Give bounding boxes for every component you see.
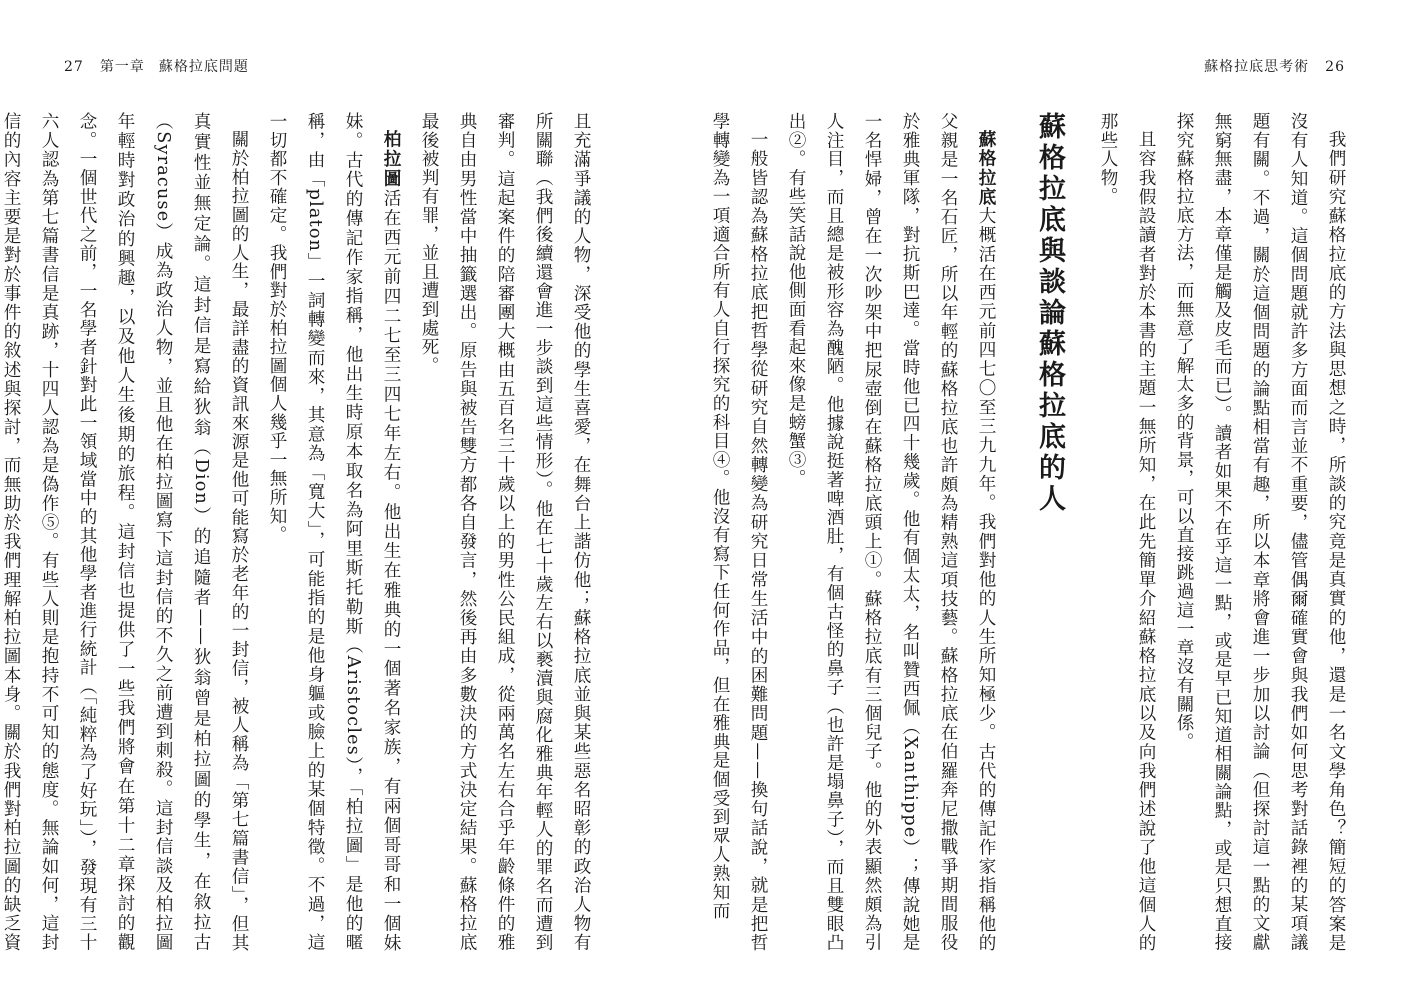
page-header-left	[64, 55, 249, 79]
lead-term: 蘇格拉底	[976, 129, 997, 207]
paragraph: 柏拉圖活在西元前四二七至三四七年左右。他出生在雅典的一個著名家族，有兩個哥哥和一個妹妹。古代的傳記作家指稱，他出生時原本取名為阿里斯托勒斯（Aristocles），「柏拉圖」是他的暱稱，由「platon」一詞轉變而來，其意為「寬大」，可能指的是他身軀或臉上的某個特徵。不過，這一切都不確定。我們對於柏拉圖個人幾乎一無所知。	[267, 112, 402, 953]
paragraph: 蘇格拉底大概活在西元前四七〇至三九九年。我們對他的人生所知極少。古代的傳記作家指稱他的父親是一名石匠，所以年輕的蘇格拉底也許頗為精熟這項技藝。蘇格拉底在伯羅奔尼撒戰爭期間服役於雅典軍隊，對抗斯巴達。當時他已四十幾歲。他有個太太，名叫贊西佩（Xanthippe）；傳說她是一名悍婦，曾在一次吵架中把尿壺倒在蘇格拉底頭上①。蘇格拉底有三個兒子。他的外表顯然頗為引人注目，而且總是被形容為醜陋。他據說挺著啤酒肚，有個古怪的鼻子（也許是塌鼻子），而且雙眼凸出②。有些笑話說他側面看起來像是螃蟹③。	[786, 112, 997, 953]
paragraph: 一般皆認為蘇格拉底把哲學從研究自然轉變為研究日常生活中的困難問題——換句話說，就是把哲學轉變為一項適合所有人自行探究的科目④。他沒有寫下任何作品，但在雅典是個受到眾人熟知而	[710, 112, 768, 952]
chapter-title: 蘇格拉底問題	[158, 59, 249, 75]
page-header-right	[1204, 55, 1345, 79]
lead-term: 柏拉圖	[381, 129, 402, 189]
paragraph: 關於柏拉圖的人生，最詳盡的資訊來源是他可能寫於老年的一封信，被人稱為「第七篇書信」，但其真實性並無定論。這封信是寫給狄翁（Dion）的追隨者——狄翁曾是柏拉圖的學生，在敘拉古（Syracuse）成為政治人物，並且他在柏拉圖寫下這封信的不久之前遭到刺殺。這封信談及柏拉圖年輕時對政治的興趣，以及他人生後期的旅程。這封信也提供了一些我們將會在第十二章探討的觀念。一個世代之前，一名學者針對此一領域當中的其他學者進行統計（「純粹為了好玩」），發現有三十六人認為第七篇書信是真跡，十四人認為是偽作⑤。有些人則是抱持不可知的態度。無論如何，這封信的內容主要是對於事件的敘述與探討，而無助於我們理解柏拉圖本身。關於我們對柏拉圖的缺乏資	[1, 112, 249, 952]
paragraph: 我們研究蘇格拉底的方法與思想之時，所談的究竟是真實的他，還是一名文學角色？簡短的答案是沒有人知道。這個問題就許多方面而言並不重要，儘管偶爾確實會與我們如何思考對話錄裡的某項議題有關。不過，關於這個問題的論點相當有趣，所以本章將會進一步加以討論（但探討這一點的文獻無窮無盡，本章僅是觸及皮毛而已）。讀者如果不在乎這一點，或是早已知道相關論點，或是只想直接探究蘇格拉底方法，而無意了解太多的背景，可以直接跳過這一章沒有關係。	[1174, 112, 1346, 952]
book-title: 蘇格拉底思考術	[1204, 59, 1310, 75]
paragraph: 且容我假設讀者對於本書的主題一無所知，在此先簡單介紹蘇格拉底以及向我們述說了他這個人的那些人物。	[1098, 112, 1156, 952]
right-page-body	[710, 112, 1355, 953]
section-heading: 蘇格拉底與談論蘇格拉底的人	[1034, 112, 1065, 515]
paragraph: 且充滿爭議的人物，深受他的學生喜愛，在舞台上諧仿他；蘇格拉底並與某些惡名昭彰的政治人物有所關聯（我們後續還會進一步談到這些情形）。他在七十歲左右以褻瀆與腐化雅典年輕人的罪名而遭到審判。這起案件的陪審團大概由五百名三十歲以上的男性公民組成，從兩萬名左右合乎年齡條件的雅典自由男性當中抽籤選出。原告與被告雙方都各自發言，然後再由多數決的方式決定結果。蘇格拉底最後被判有罪，並且遭到處死。	[419, 112, 591, 952]
chapter-label: 第一章	[99, 59, 145, 75]
page-number-left: 27	[64, 59, 84, 75]
page-number-right: 26	[1325, 59, 1345, 75]
left-page-body	[1, 112, 600, 953]
